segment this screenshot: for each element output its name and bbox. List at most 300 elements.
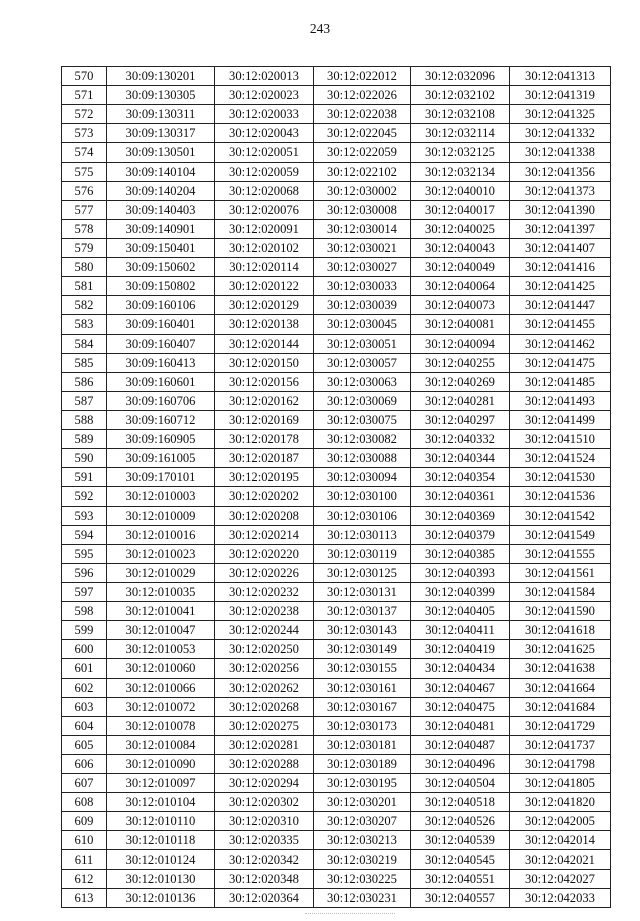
cadastral-number-cell: 30:12:030149	[314, 640, 411, 659]
cadastral-number-cell: 30:12:041549	[510, 525, 611, 544]
cadastral-number-cell: 30:12:041510	[510, 430, 611, 449]
table-row	[62, 200, 611, 219]
table-row	[62, 430, 611, 449]
table-row	[62, 353, 611, 372]
cadastral-number-cell: 30:09:150401	[107, 238, 215, 257]
table-row	[62, 812, 611, 831]
cadastral-number-cell: 30:12:030051	[314, 334, 411, 353]
cadastral-number-cell: 30:12:020294	[215, 774, 314, 793]
cadastral-number-cell: 30:12:020262	[215, 678, 314, 697]
cadastral-number-cell: 30:12:020169	[215, 410, 314, 429]
cadastral-number-cell: 30:12:010023	[107, 544, 215, 563]
row-number-cell: 598	[62, 602, 107, 621]
cadastral-number-cell: 30:12:040297	[411, 410, 510, 429]
cadastral-number-cell: 30:12:040049	[411, 258, 510, 277]
table-row	[62, 468, 611, 487]
cadastral-number-cell: 30:12:020195	[215, 468, 314, 487]
cadastral-number-cell: 30:12:030119	[314, 544, 411, 563]
cadastral-number-cell: 30:12:040399	[411, 582, 510, 601]
cadastral-number-cell: 30:12:040269	[411, 372, 510, 391]
cadastral-number-cell: 30:12:030125	[314, 563, 411, 582]
cadastral-number-cell: 30:12:030113	[314, 525, 411, 544]
table-body	[62, 67, 611, 908]
cadastral-number-cell: 30:12:022102	[314, 162, 411, 181]
cadastral-number-cell: 30:09:130305	[107, 86, 215, 105]
cadastral-number-cell: 30:09:160601	[107, 372, 215, 391]
cadastral-number-cell: 30:12:041618	[510, 621, 611, 640]
cadastral-number-cell: 30:12:030088	[314, 449, 411, 468]
table-row	[62, 735, 611, 754]
cadastral-table-container	[61, 66, 610, 908]
cadastral-number-cell: 30:12:030219	[314, 850, 411, 869]
cadastral-number-cell: 30:12:041524	[510, 449, 611, 468]
cadastral-number-cell: 30:12:041397	[510, 219, 611, 238]
row-number-cell: 586	[62, 372, 107, 391]
table-row	[62, 315, 611, 334]
table-row	[62, 678, 611, 697]
cadastral-number-cell: 30:12:030002	[314, 181, 411, 200]
table-row	[62, 754, 611, 773]
cadastral-number-cell: 30:12:040475	[411, 697, 510, 716]
table-row	[62, 850, 611, 869]
cadastral-number-cell: 30:12:022038	[314, 105, 411, 124]
cadastral-number-cell: 30:12:040043	[411, 238, 510, 257]
cadastral-number-cell: 30:12:040073	[411, 296, 510, 315]
cadastral-number-cell: 30:12:040081	[411, 315, 510, 334]
cadastral-number-cell: 30:12:010084	[107, 735, 215, 754]
cadastral-number-cell: 30:09:130317	[107, 124, 215, 143]
cadastral-number-cell: 30:12:020076	[215, 200, 314, 219]
table-row	[62, 162, 611, 181]
cadastral-number-cell: 30:12:020156	[215, 372, 314, 391]
cadastral-number-cell: 30:12:041561	[510, 563, 611, 582]
cadastral-number-cell: 30:12:040526	[411, 812, 510, 831]
cadastral-number-cell: 30:12:010029	[107, 563, 215, 582]
cadastral-number-cell: 30:09:160706	[107, 391, 215, 410]
cadastral-number-cell: 30:12:010136	[107, 888, 215, 907]
cadastral-number-cell: 30:12:041625	[510, 640, 611, 659]
cadastral-number-cell: 30:12:020051	[215, 143, 314, 162]
cadastral-number-cell: 30:09:130501	[107, 143, 215, 162]
cadastral-number-cell: 30:09:140901	[107, 219, 215, 238]
footer-scan-mark	[305, 913, 395, 914]
table-row	[62, 372, 611, 391]
cadastral-number-cell: 30:12:041390	[510, 200, 611, 219]
cadastral-number-cell: 30:12:020268	[215, 697, 314, 716]
cadastral-number-cell: 30:12:040281	[411, 391, 510, 410]
cadastral-number-cell: 30:12:041798	[510, 754, 611, 773]
cadastral-number-cell: 30:09:160106	[107, 296, 215, 315]
cadastral-number-cell: 30:12:020238	[215, 602, 314, 621]
cadastral-number-cell: 30:12:041820	[510, 793, 611, 812]
cadastral-number-cell: 30:12:041729	[510, 716, 611, 735]
cadastral-number-cell: 30:12:040017	[411, 200, 510, 219]
cadastral-number-cell: 30:12:040369	[411, 506, 510, 525]
cadastral-number-cell: 30:12:042021	[510, 850, 611, 869]
cadastral-number-cell: 30:12:040405	[411, 602, 510, 621]
cadastral-number-cell: 30:12:030027	[314, 258, 411, 277]
cadastral-number-cell: 30:12:041584	[510, 582, 611, 601]
cadastral-table	[61, 66, 611, 908]
row-number-cell: 605	[62, 735, 107, 754]
cadastral-number-cell: 30:12:020302	[215, 793, 314, 812]
row-number-cell: 587	[62, 391, 107, 410]
cadastral-number-cell: 30:12:020187	[215, 449, 314, 468]
cadastral-number-cell: 30:12:040344	[411, 449, 510, 468]
cadastral-number-cell: 30:09:140104	[107, 162, 215, 181]
row-number-cell: 608	[62, 793, 107, 812]
cadastral-number-cell: 30:09:130311	[107, 105, 215, 124]
table-row	[62, 869, 611, 888]
cadastral-number-cell: 30:12:040255	[411, 353, 510, 372]
row-number-cell: 588	[62, 410, 107, 429]
cadastral-number-cell: 30:12:041425	[510, 277, 611, 296]
cadastral-number-cell: 30:12:041555	[510, 544, 611, 563]
cadastral-number-cell: 30:12:040385	[411, 544, 510, 563]
cadastral-number-cell: 30:12:020335	[215, 831, 314, 850]
cadastral-number-cell: 30:12:040487	[411, 735, 510, 754]
row-number-cell: 577	[62, 200, 107, 219]
row-number-cell: 589	[62, 430, 107, 449]
cadastral-number-cell: 30:12:020162	[215, 391, 314, 410]
cadastral-number-cell: 30:12:040539	[411, 831, 510, 850]
table-row	[62, 334, 611, 353]
row-number-cell: 571	[62, 86, 107, 105]
table-row	[62, 143, 611, 162]
cadastral-number-cell: 30:12:030161	[314, 678, 411, 697]
cadastral-number-cell: 30:12:040551	[411, 869, 510, 888]
cadastral-number-cell: 30:12:032102	[411, 86, 510, 105]
row-number-cell: 610	[62, 831, 107, 850]
table-row	[62, 831, 611, 850]
cadastral-number-cell: 30:12:020068	[215, 181, 314, 200]
row-number-cell: 585	[62, 353, 107, 372]
cadastral-number-cell: 30:12:020178	[215, 430, 314, 449]
cadastral-number-cell: 30:12:010097	[107, 774, 215, 793]
table-row	[62, 181, 611, 200]
cadastral-number-cell: 30:12:042033	[510, 888, 611, 907]
row-number-cell: 581	[62, 277, 107, 296]
cadastral-number-cell: 30:12:032114	[411, 124, 510, 143]
table-row	[62, 449, 611, 468]
cadastral-number-cell: 30:12:040354	[411, 468, 510, 487]
cadastral-number-cell: 30:12:041338	[510, 143, 611, 162]
cadastral-number-cell: 30:12:022045	[314, 124, 411, 143]
cadastral-number-cell: 30:09:160401	[107, 315, 215, 334]
cadastral-number-cell: 30:09:130201	[107, 67, 215, 86]
cadastral-number-cell: 30:12:041462	[510, 334, 611, 353]
cadastral-number-cell: 30:12:030063	[314, 372, 411, 391]
cadastral-number-cell: 30:12:020122	[215, 277, 314, 296]
cadastral-number-cell: 30:12:010118	[107, 831, 215, 850]
cadastral-number-cell: 30:12:010130	[107, 869, 215, 888]
row-number-cell: 575	[62, 162, 107, 181]
row-number-cell: 582	[62, 296, 107, 315]
row-number-cell: 574	[62, 143, 107, 162]
row-number-cell: 584	[62, 334, 107, 353]
row-number-cell: 611	[62, 850, 107, 869]
cadastral-number-cell: 30:12:020102	[215, 238, 314, 257]
cadastral-number-cell: 30:12:040361	[411, 487, 510, 506]
cadastral-number-cell: 30:12:010053	[107, 640, 215, 659]
table-row	[62, 525, 611, 544]
table-row	[62, 774, 611, 793]
cadastral-number-cell: 30:12:041373	[510, 181, 611, 200]
cadastral-number-cell: 30:12:030131	[314, 582, 411, 601]
row-number-cell: 578	[62, 219, 107, 238]
cadastral-number-cell: 30:12:041485	[510, 372, 611, 391]
table-row	[62, 105, 611, 124]
cadastral-number-cell: 30:12:020114	[215, 258, 314, 277]
cadastral-number-cell: 30:12:030231	[314, 888, 411, 907]
cadastral-number-cell: 30:12:040393	[411, 563, 510, 582]
cadastral-number-cell: 30:12:041313	[510, 67, 611, 86]
cadastral-number-cell: 30:12:041664	[510, 678, 611, 697]
cadastral-number-cell: 30:12:020043	[215, 124, 314, 143]
row-number-cell: 613	[62, 888, 107, 907]
cadastral-number-cell: 30:12:042014	[510, 831, 611, 850]
table-row	[62, 621, 611, 640]
cadastral-number-cell: 30:12:020288	[215, 754, 314, 773]
cadastral-number-cell: 30:12:020256	[215, 659, 314, 678]
cadastral-number-cell: 30:12:030094	[314, 468, 411, 487]
cadastral-number-cell: 30:12:040518	[411, 793, 510, 812]
cadastral-number-cell: 30:12:020226	[215, 563, 314, 582]
cadastral-number-cell: 30:12:030213	[314, 831, 411, 850]
row-number-cell: 604	[62, 716, 107, 735]
cadastral-number-cell: 30:12:020091	[215, 219, 314, 238]
cadastral-number-cell: 30:12:041475	[510, 353, 611, 372]
table-row	[62, 640, 611, 659]
cadastral-number-cell: 30:12:020202	[215, 487, 314, 506]
table-row	[62, 793, 611, 812]
table-row	[62, 67, 611, 86]
cadastral-number-cell: 30:12:040545	[411, 850, 510, 869]
cadastral-number-cell: 30:09:160413	[107, 353, 215, 372]
cadastral-number-cell: 30:09:150802	[107, 277, 215, 296]
cadastral-number-cell: 30:12:040557	[411, 888, 510, 907]
cadastral-number-cell: 30:12:030075	[314, 410, 411, 429]
cadastral-number-cell: 30:12:030033	[314, 277, 411, 296]
cadastral-number-cell: 30:12:041536	[510, 487, 611, 506]
row-number-cell: 576	[62, 181, 107, 200]
cadastral-number-cell: 30:12:030143	[314, 621, 411, 640]
row-number-cell: 595	[62, 544, 107, 563]
cadastral-number-cell: 30:12:020150	[215, 353, 314, 372]
cadastral-number-cell: 30:12:041493	[510, 391, 611, 410]
cadastral-number-cell: 30:12:022012	[314, 67, 411, 86]
cadastral-number-cell: 30:12:030045	[314, 315, 411, 334]
cadastral-number-cell: 30:12:041530	[510, 468, 611, 487]
cadastral-number-cell: 30:12:041684	[510, 697, 611, 716]
cadastral-number-cell: 30:12:020059	[215, 162, 314, 181]
row-number-cell: 609	[62, 812, 107, 831]
cadastral-number-cell: 30:12:040504	[411, 774, 510, 793]
cadastral-number-cell: 30:12:010047	[107, 621, 215, 640]
table-row	[62, 563, 611, 582]
cadastral-number-cell: 30:12:030106	[314, 506, 411, 525]
cadastral-number-cell: 30:09:160905	[107, 430, 215, 449]
cadastral-number-cell: 30:12:041325	[510, 105, 611, 124]
cadastral-number-cell: 30:12:020023	[215, 86, 314, 105]
cadastral-number-cell: 30:12:040094	[411, 334, 510, 353]
cadastral-number-cell: 30:12:030173	[314, 716, 411, 735]
cadastral-number-cell: 30:12:030189	[314, 754, 411, 773]
row-number-cell: 597	[62, 582, 107, 601]
cadastral-number-cell: 30:12:030155	[314, 659, 411, 678]
cadastral-number-cell: 30:12:010003	[107, 487, 215, 506]
row-number-cell: 612	[62, 869, 107, 888]
cadastral-number-cell: 30:12:030008	[314, 200, 411, 219]
page-number: 243	[309, 21, 331, 36]
cadastral-number-cell: 30:12:020275	[215, 716, 314, 735]
cadastral-number-cell: 30:12:030201	[314, 793, 411, 812]
cadastral-number-cell: 30:12:042027	[510, 869, 611, 888]
cadastral-number-cell: 30:12:010104	[107, 793, 215, 812]
row-number-cell: 590	[62, 449, 107, 468]
row-number-cell: 580	[62, 258, 107, 277]
row-number-cell: 602	[62, 678, 107, 697]
cadastral-number-cell: 30:12:020232	[215, 582, 314, 601]
table-row	[62, 277, 611, 296]
table-row	[62, 582, 611, 601]
table-row	[62, 716, 611, 735]
table-row	[62, 391, 611, 410]
cadastral-number-cell: 30:12:040434	[411, 659, 510, 678]
cadastral-number-cell: 30:12:020348	[215, 869, 314, 888]
cadastral-number-cell: 30:12:040379	[411, 525, 510, 544]
cadastral-number-cell: 30:12:040481	[411, 716, 510, 735]
row-number-cell: 607	[62, 774, 107, 793]
cadastral-number-cell: 30:12:030069	[314, 391, 411, 410]
cadastral-number-cell: 30:09:160407	[107, 334, 215, 353]
cadastral-number-cell: 30:12:030195	[314, 774, 411, 793]
cadastral-number-cell: 30:12:020244	[215, 621, 314, 640]
cadastral-number-cell: 30:12:020129	[215, 296, 314, 315]
row-number-cell: 603	[62, 697, 107, 716]
row-number-cell: 594	[62, 525, 107, 544]
cadastral-number-cell: 30:12:030207	[314, 812, 411, 831]
cadastral-number-cell: 30:12:041416	[510, 258, 611, 277]
row-number-cell: 592	[62, 487, 107, 506]
cadastral-number-cell: 30:12:042005	[510, 812, 611, 831]
cadastral-number-cell: 30:12:041638	[510, 659, 611, 678]
cadastral-number-cell: 30:12:040064	[411, 277, 510, 296]
cadastral-number-cell: 30:12:030082	[314, 430, 411, 449]
cadastral-number-cell: 30:12:020033	[215, 105, 314, 124]
cadastral-number-cell: 30:12:010124	[107, 850, 215, 869]
cadastral-number-cell: 30:09:160712	[107, 410, 215, 429]
table-row	[62, 602, 611, 621]
row-number-cell: 593	[62, 506, 107, 525]
cadastral-number-cell: 30:12:020220	[215, 544, 314, 563]
cadastral-number-cell: 30:12:040411	[411, 621, 510, 640]
table-row	[62, 544, 611, 563]
cadastral-number-cell: 30:12:030100	[314, 487, 411, 506]
cadastral-number-cell: 30:12:030167	[314, 697, 411, 716]
table-row	[62, 124, 611, 143]
cadastral-number-cell: 30:12:022026	[314, 86, 411, 105]
cadastral-number-cell: 30:12:032108	[411, 105, 510, 124]
cadastral-number-cell: 30:12:010066	[107, 678, 215, 697]
cadastral-number-cell: 30:12:032134	[411, 162, 510, 181]
cadastral-number-cell: 30:12:020250	[215, 640, 314, 659]
cadastral-number-cell: 30:12:030021	[314, 238, 411, 257]
cadastral-number-cell: 30:12:020214	[215, 525, 314, 544]
table-row	[62, 219, 611, 238]
cadastral-number-cell: 30:09:140403	[107, 200, 215, 219]
table-row	[62, 258, 611, 277]
cadastral-number-cell: 30:12:041737	[510, 735, 611, 754]
cadastral-number-cell: 30:12:040332	[411, 430, 510, 449]
cadastral-number-cell: 30:12:040467	[411, 678, 510, 697]
cadastral-number-cell: 30:12:041805	[510, 774, 611, 793]
cadastral-number-cell: 30:12:020208	[215, 506, 314, 525]
cadastral-number-cell: 30:12:022059	[314, 143, 411, 162]
cadastral-number-cell: 30:12:010078	[107, 716, 215, 735]
cadastral-number-cell: 30:09:170101	[107, 468, 215, 487]
cadastral-number-cell: 30:12:020364	[215, 888, 314, 907]
cadastral-number-cell: 30:12:041407	[510, 238, 611, 257]
cadastral-number-cell: 30:12:041447	[510, 296, 611, 315]
cadastral-number-cell: 30:12:032125	[411, 143, 510, 162]
cadastral-number-cell: 30:12:040419	[411, 640, 510, 659]
cadastral-number-cell: 30:09:140204	[107, 181, 215, 200]
cadastral-number-cell: 30:12:041356	[510, 162, 611, 181]
table-row	[62, 659, 611, 678]
table-row	[62, 410, 611, 429]
table-row	[62, 86, 611, 105]
cadastral-number-cell: 30:12:030137	[314, 602, 411, 621]
cadastral-number-cell: 30:12:020013	[215, 67, 314, 86]
table-row	[62, 888, 611, 907]
cadastral-number-cell: 30:12:032096	[411, 67, 510, 86]
table-row	[62, 697, 611, 716]
row-number-cell: 601	[62, 659, 107, 678]
cadastral-number-cell: 30:12:010110	[107, 812, 215, 831]
row-number-cell: 583	[62, 315, 107, 334]
cadastral-number-cell: 30:12:010060	[107, 659, 215, 678]
cadastral-number-cell: 30:12:041590	[510, 602, 611, 621]
cadastral-number-cell: 30:12:010041	[107, 602, 215, 621]
cadastral-number-cell: 30:12:020281	[215, 735, 314, 754]
table-row	[62, 506, 611, 525]
row-number-cell: 570	[62, 67, 107, 86]
cadastral-number-cell: 30:12:020144	[215, 334, 314, 353]
table-row	[62, 296, 611, 315]
cadastral-number-cell: 30:12:010035	[107, 582, 215, 601]
cadastral-number-cell: 30:12:010009	[107, 506, 215, 525]
row-number-cell: 599	[62, 621, 107, 640]
cadastral-number-cell: 30:09:150602	[107, 258, 215, 277]
row-number-cell: 572	[62, 105, 107, 124]
table-row	[62, 238, 611, 257]
cadastral-number-cell: 30:09:161005	[107, 449, 215, 468]
row-number-cell: 573	[62, 124, 107, 143]
cadastral-number-cell: 30:12:040010	[411, 181, 510, 200]
cadastral-number-cell: 30:12:041542	[510, 506, 611, 525]
cadastral-number-cell: 30:12:040496	[411, 754, 510, 773]
cadastral-number-cell: 30:12:010016	[107, 525, 215, 544]
cadastral-number-cell: 30:12:020342	[215, 850, 314, 869]
cadastral-number-cell: 30:12:020310	[215, 812, 314, 831]
table-row	[62, 487, 611, 506]
cadastral-number-cell: 30:12:010090	[107, 754, 215, 773]
cadastral-number-cell: 30:12:030057	[314, 353, 411, 372]
row-number-cell: 596	[62, 563, 107, 582]
cadastral-number-cell: 30:12:030039	[314, 296, 411, 315]
cadastral-number-cell: 30:12:030225	[314, 869, 411, 888]
